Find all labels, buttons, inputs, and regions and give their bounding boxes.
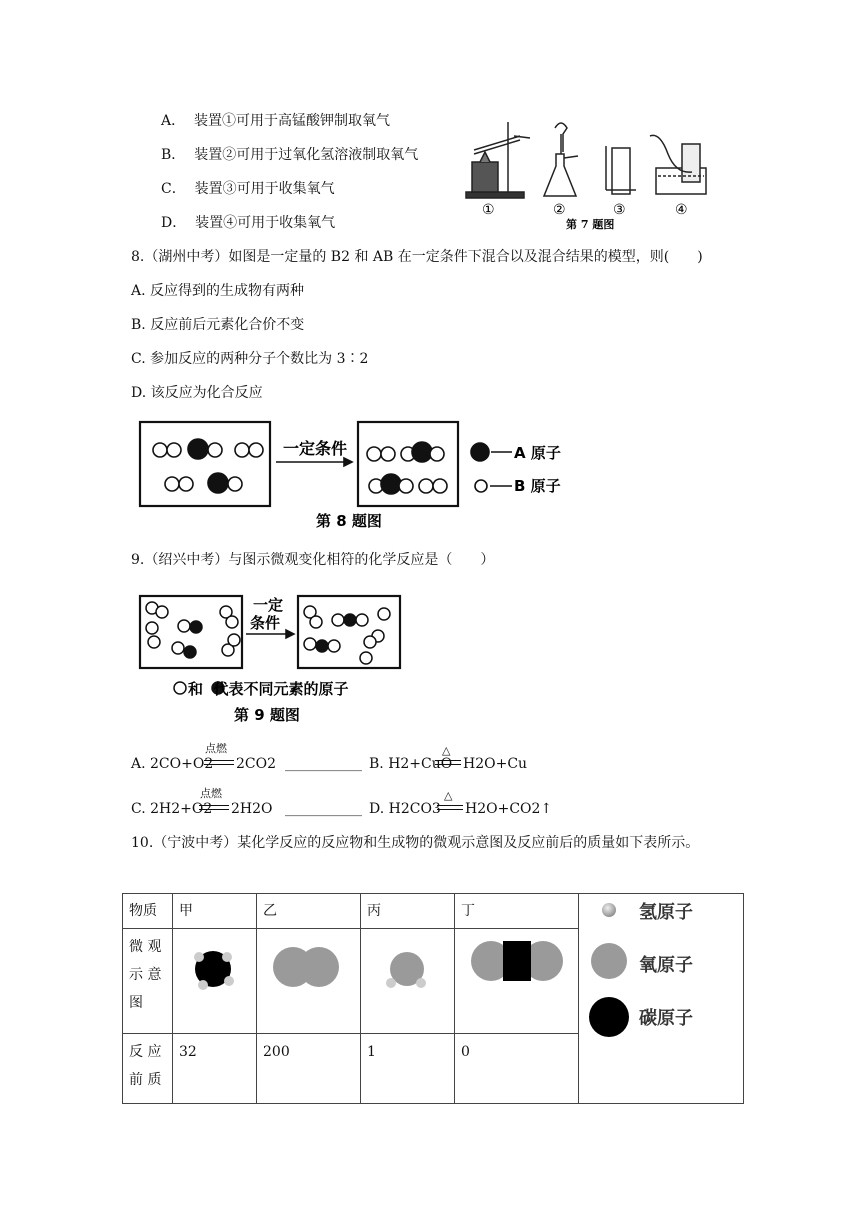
q9-eq-a-right: 2CO2 (236, 756, 277, 772)
q10-legend-svg (579, 894, 743, 1044)
q9-stem: 9.（绍兴中考）与图示微观变化相符的化学反应是（ ） (131, 552, 495, 568)
table-cell-bing-mass: 1 (367, 1044, 376, 1060)
q9-eq-c-blank: ___________ (285, 801, 362, 817)
q8-legend-b: B 原子 (514, 477, 561, 495)
molecule-jia-icon (173, 929, 256, 1029)
table-header-substance: 物质 (129, 903, 157, 919)
q8-option-d: D. 该反应为化合反应 (131, 385, 263, 401)
q9-eq-a-left: A. 2CO+O2 (131, 756, 214, 772)
q9-eq-d-right: H2O+CO2↑ (465, 801, 553, 817)
legend-b-atom-icon (475, 480, 487, 492)
q9-eq-c-left: C. 2H2+O2 (131, 801, 213, 817)
table-cell-ding-mass: 0 (461, 1044, 470, 1060)
q8-reaction-model-figure (138, 420, 578, 532)
q7-option-d: D． 装置④可用于收集氧气 (161, 215, 336, 231)
q9-eq-a-line-top (204, 760, 234, 761)
table-header-yi: 乙 (263, 903, 277, 919)
q7-option-b: B． 装置②可用于过氧化氢溶液制取氧气 (161, 147, 419, 163)
legend-carbon: 碳原子 (639, 1008, 693, 1029)
q9-eq-a-blank: ___________ (285, 756, 362, 772)
q8-stem: 8.（湖州中考）如图是一定量的 B2 和 AB 在一定条件下混合以及混合结果的模型，则( ) (131, 249, 703, 265)
carbon-atom-icon (589, 997, 629, 1037)
q9-eq-b-condition: △ (442, 744, 451, 757)
table-header-ding: 丁 (461, 903, 475, 919)
table-label-micro: 微 观 示 意 图 (129, 939, 162, 1011)
apparatus-label-2: ② (553, 202, 566, 218)
q9-eq-b-line-top (435, 760, 461, 761)
q9-eq-b-right: H2O+Cu (463, 756, 528, 772)
q9-eq-d-line-bottom (437, 809, 463, 810)
q10-stem: 10.（宁波中考）某化学反应的反应物和生成物的微观示意图及反应前后的质量如下表所示。 (131, 835, 700, 851)
q8-option-a: A. 反应得到的生成物有两种 (131, 283, 305, 299)
hydrogen-atom-icon (602, 903, 616, 917)
q9-eq-d-line-top (437, 805, 463, 806)
apparatus-1-heating-stand (466, 122, 530, 198)
q9-reaction-model-figure (138, 592, 408, 726)
legend-hydrogen: 氢原子 (639, 902, 693, 923)
molecule-yi-icon (257, 929, 360, 1029)
q8-legend-a: A 原子 (514, 444, 561, 462)
q9-eq-b-left: B. H2+CuO (369, 756, 453, 772)
molecule-ding-icon (455, 929, 578, 1029)
q8-option-c: C. 参加反应的两种分子个数比为 3∶2 (131, 351, 369, 367)
q9-eq-c-line-top (199, 805, 229, 806)
q9-eq-a-condition: 点燃 (205, 742, 227, 755)
q8-figure-caption: 第 8 题图 (316, 512, 382, 530)
molecule-bing-icon (361, 929, 454, 1029)
table-header-bing: 丙 (367, 903, 381, 919)
q9-arrow-label-2: 条件 (250, 614, 281, 632)
q9-eq-d-condition: △ (444, 789, 453, 802)
q7-apparatus-figure (460, 114, 712, 232)
apparatus-3-collection-bottle (606, 146, 636, 194)
q9-arrow-label-1: 一定 (253, 596, 284, 614)
q9-eq-d-left: D. H2CO3 (369, 801, 441, 817)
apparatus-label-4: ④ (675, 202, 688, 218)
q8-before-box (140, 422, 270, 506)
q9-eq-c-line-bottom (199, 809, 229, 810)
q9-eq-c-condition: 点燃 (200, 787, 222, 800)
q8-option-b: B. 反应前后元素化合价不变 (131, 317, 305, 333)
table-header-jia: 甲 (179, 903, 193, 919)
apparatus-2-conical-flask (544, 123, 578, 196)
q9-eq-c-right: 2H2O (231, 801, 273, 817)
table-cell-yi-mass: 200 (263, 1044, 290, 1060)
q9-eq-b-line-bottom (435, 764, 461, 765)
q10-atom-legend (579, 894, 744, 1104)
apparatus-4-water-trough (650, 135, 706, 194)
q10-mass-table (122, 893, 744, 1104)
apparatus-label-1: ① (482, 202, 495, 218)
q9-eq-a-line-bottom (204, 764, 234, 765)
q9-legend-white-atom-icon (174, 682, 186, 694)
table-cell-jia-mass: 32 (179, 1044, 197, 1060)
legend-oxygen: 氧原子 (639, 955, 693, 976)
apparatus-label-3: ③ (613, 202, 626, 218)
q7-option-a: A． 装置①可用于高锰酸钾制取氧气 (161, 113, 391, 129)
legend-a-atom-icon (471, 443, 489, 461)
oxygen-atom-icon (591, 943, 627, 979)
q7-option-c: C． 装置③可用于收集氧气 (161, 181, 335, 197)
table-row (123, 894, 744, 929)
q9-figure-caption: 第 9 题图 (234, 706, 300, 724)
q8-arrow-label: 一定条件 (283, 439, 348, 458)
q7-figure-caption: 第 7 题图 (566, 218, 615, 231)
q9-legend-text: 和 代表不同元素的原子 (188, 680, 349, 698)
table-label-mass-before: 反 应 前 质 (129, 1044, 162, 1088)
